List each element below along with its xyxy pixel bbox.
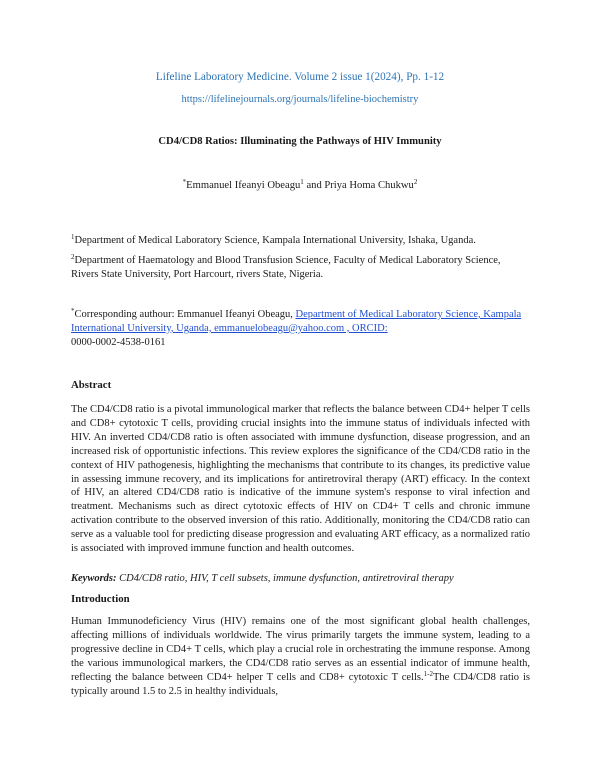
journal-url[interactable]: https://lifelinejournals.org/journals/lifeline-biochemistry xyxy=(181,94,419,105)
keywords-list: CD4/CD8 ratio, HIV, T cell subsets, immune dysfunction, antiretroviral therapy xyxy=(116,573,454,584)
abstract-heading: Abstract xyxy=(71,379,112,391)
affiliation-2 xyxy=(71,254,530,282)
article-title: CD4/CD8 Ratios: Illuminating the Pathways of HIV Immunity xyxy=(158,136,442,147)
author-line xyxy=(0,180,600,191)
introduction-tail: The CD4/CD8 ratio is typically around 1.5 to 2.5 in healthy individuals, xyxy=(71,671,530,697)
author-2: Priya Homa Chukwu xyxy=(324,180,414,191)
orcid-id: 0000-0002-4538-0161 xyxy=(71,336,166,348)
author-conjunction: and xyxy=(303,180,325,191)
introduction-main: Human Immunodeficiency Virus (HIV) remains one of the most significant global health challenges, affecting millions of individuals worldwide. The virus primarily targets the immune system, leading to a progressive decline in CD4+ T cells, which play a crucial role in orchestrating the immune response. Among the various immunological markers, the CD4/CD8 ratio serves as an essential indicator of immune health, reflecting the balance between CD4+ helper T cells and CD8+ cytotoxic T cells. xyxy=(71,616,530,683)
affiliation-1 xyxy=(71,234,530,248)
abstract-text: The CD4/CD8 ratio is a pivotal immunological marker that reflects the balance between CD4+ helper T cells and CD8+ cytotoxic T cells, providing crucial insights into the immune status of individuals infected with HIV. An inverted CD4/CD8 ratio is often associated with immune dysfunction, disease progression, and an increased risk of opportunistic infections. This review explores the significance of the CD4/CD8 ratio in the context of HIV pathogenesis, highlighting the mechanisms that contribute to its changes, its predictive value in assessing immune recovery, and its implications for antiretroviral therapy (ART) efficacy. In the context of HIV, an altered CD4/CD8 ratio is indicative of the immune system's response to viral infection and treatment. Mechanisms such as direct cytotoxic effects of HIV on CD4+ T cells and chronic immune activation contribute to the observed inversion of this ratio. Additionally, monitoring the CD4/CD8 ratio can serve as a valuable tool for predicting disease progression and evaluating ART efficacy, as a normalized ratio is associated with improved immune function and health outcomes. xyxy=(71,404,530,555)
introduction-text xyxy=(71,615,530,698)
citation-marker: 1-2 xyxy=(423,669,433,678)
keywords-line xyxy=(71,573,530,584)
affiliation-1-text: Department of Medical Laboratory Science, Kampala International University, Ishaka, Uganda. xyxy=(74,235,476,246)
corresponding-prefix: Corresponding authour: Emmanuel Ifeanyi Obeagu, xyxy=(74,309,296,320)
affiliation-1-number: 1 xyxy=(71,233,75,241)
corresponding-marker: * xyxy=(182,178,187,186)
corresponding-link[interactable]: Department of Medical Laboratory Science, Kampala International University, Uganda, emmanuelobeagu@yahoo.com , ORCID: xyxy=(71,309,522,334)
author-1-affiliation: 1 xyxy=(300,178,304,186)
affiliation-2-text: Department of Haematology and Blood Transfusion Science, Faculty of Medical Laboratory Science, Rivers State University, Port Harcourt, rivers State, Nigeria. xyxy=(71,255,501,280)
author-1: Emmanuel Ifeanyi Obeagu xyxy=(186,180,301,191)
author-2-affiliation: 2 xyxy=(413,178,418,186)
introduction-heading: Introduction xyxy=(71,593,130,605)
affiliation-2-number: 2 xyxy=(71,253,75,261)
keywords-label: Keywords: xyxy=(71,573,117,584)
journal-citation: Lifeline Laboratory Medicine. Volume 2 issue 1(2024), Pp. 1-12 xyxy=(155,71,445,83)
corresponding-star: * xyxy=(71,307,75,315)
corresponding-author xyxy=(71,308,530,349)
